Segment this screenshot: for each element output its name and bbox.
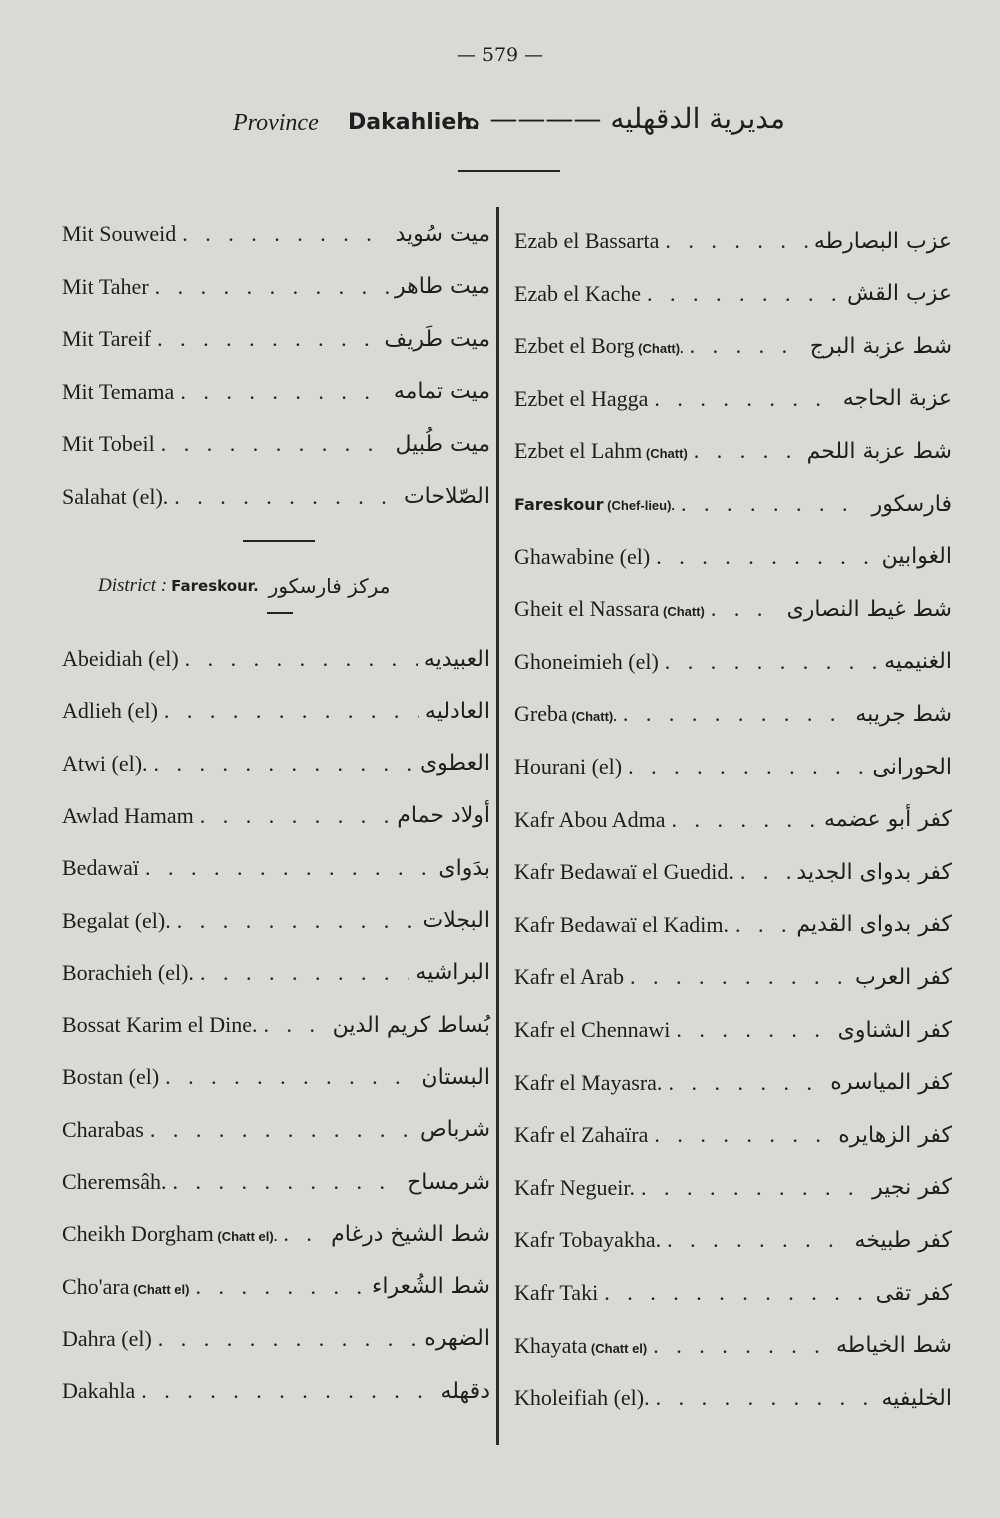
arabic-name: العبيديه [423, 646, 490, 672]
arabic-name: عزب القش [847, 281, 952, 307]
list-item [62, 319, 490, 359]
latin-name [514, 1227, 661, 1253]
list-item [514, 484, 952, 524]
latin-name [62, 1221, 277, 1247]
district-label: District : [98, 575, 168, 596]
arabic-name: البجلات [422, 908, 490, 933]
dot-leader [684, 333, 804, 359]
latin-text: Dahra (el) [62, 1325, 152, 1351]
section-rule [243, 540, 315, 542]
arabic-name: شط الشيخ درغام [331, 1221, 490, 1247]
latin-text: Mit Souweid [62, 221, 177, 246]
arabic-name: ميت طُبيل [395, 431, 490, 457]
arabic-name: الصّلاحات [403, 484, 490, 509]
dot-leader [641, 281, 841, 307]
latin-text: Kafr Bedawaï el Kadim. [514, 911, 730, 937]
header-rule [458, 170, 560, 172]
latin-text: Abeidiah (el) [62, 646, 179, 671]
latin-note: (Chatt el) [129, 1281, 190, 1297]
latin-name [514, 1280, 598, 1306]
list-item [514, 1220, 952, 1260]
list-item [514, 694, 952, 734]
latin-name [62, 1012, 258, 1038]
latin-name [514, 438, 688, 464]
arabic-name: أولاد حمام [397, 803, 490, 829]
list-item [514, 642, 952, 682]
latin-name [62, 698, 158, 724]
list-item [514, 431, 952, 471]
list-item [62, 639, 490, 679]
latin-name [514, 1017, 670, 1043]
latin-note: (Chatt) [659, 604, 705, 620]
arabic-name: العادليه [424, 698, 490, 724]
latin-name [62, 484, 168, 510]
latin-name [62, 431, 155, 457]
latin-text: Adlieh (el) [62, 698, 158, 724]
list-item [62, 477, 490, 517]
latin-text: Begalat (el). [62, 907, 171, 933]
arabic-name: شرمساح [407, 1169, 490, 1195]
dot-leader [168, 484, 398, 510]
arabic-name: الخليفيه [881, 1385, 952, 1411]
list-item [514, 1063, 952, 1103]
district-rule [267, 612, 293, 614]
dot-leader [729, 912, 790, 938]
latin-text: Ezbet el Borg [514, 333, 635, 359]
arabic-name: كفر المياسره [830, 1070, 952, 1096]
latin-text: Kafr Taki [514, 1280, 599, 1305]
latin-text: Ezab el Bassarta [514, 228, 660, 253]
latin-text: Ezab el Kache [514, 280, 642, 306]
arabic-name: بُساط كريم الدين [332, 1012, 490, 1038]
dot-leader [189, 1274, 366, 1300]
arabic-name: ميت طاهر [395, 274, 490, 299]
latin-name [514, 754, 622, 780]
list-item [514, 589, 952, 629]
latin-name [514, 964, 624, 990]
dot-leader [258, 1012, 327, 1038]
arabic-name: كفر بدواى الجديد [796, 859, 952, 885]
arabic-name: ميت سُويد [395, 221, 490, 247]
district-arabic: مركز فارسكور [268, 574, 391, 598]
province-name: Dakahlieh. [348, 110, 481, 135]
latin-text: Kholeifiah (el). [514, 1385, 650, 1411]
arabic-name: فارسكور [871, 491, 952, 517]
dot-leader [622, 754, 866, 780]
dot-leader [152, 1326, 419, 1352]
latin-name [514, 333, 684, 359]
dot-leader [148, 751, 414, 777]
latin-name [62, 855, 139, 881]
dot-leader [647, 1333, 830, 1359]
arabic-name: الضهره [424, 1326, 490, 1352]
list-item [514, 1168, 952, 1208]
latin-name [514, 281, 641, 307]
latin-name [514, 1175, 635, 1201]
latin-text: Ghawabine (el) [514, 543, 651, 569]
dot-leader [171, 908, 417, 934]
latin-name [62, 1378, 135, 1404]
dot-leader [194, 803, 392, 829]
latin-text: Kafr el Chennawi [514, 1017, 671, 1042]
arabic-name: كفر طبيخه [854, 1227, 952, 1253]
list-item [62, 1005, 490, 1045]
dot-leader [139, 855, 432, 881]
dot-leader [648, 386, 836, 412]
dot-leader [277, 1221, 325, 1247]
page-header [0, 102, 1000, 152]
arabic-name: ميت تمامه [393, 379, 490, 404]
list-item [514, 852, 952, 892]
list-item [514, 747, 952, 787]
latin-text: Bedawaï [62, 855, 139, 881]
dot-leader [670, 1017, 831, 1043]
list-item [514, 379, 952, 419]
latin-text: Kafr el Arab [514, 964, 624, 990]
latin-text: Kafr Negueir. [514, 1174, 635, 1200]
latin-name [514, 544, 650, 570]
list-item [62, 1214, 490, 1254]
latin-text: Awlad Hamam [62, 802, 194, 828]
dot-leader [666, 807, 818, 833]
list-item [514, 957, 952, 997]
latin-name [514, 1333, 647, 1359]
list-item [514, 1115, 952, 1155]
arabic-name: البستان [421, 1064, 490, 1090]
list-item [62, 1110, 490, 1150]
column-divider [496, 207, 499, 1445]
district-heading [98, 568, 490, 604]
latin-name [514, 1122, 648, 1148]
arabic-name: شط عزبة اللحم [806, 438, 952, 464]
latin-text: Mit Tobeil [62, 431, 155, 456]
latin-name [62, 908, 171, 934]
latin-text: Kafr Abou Adma [514, 806, 666, 832]
arabic-name: الغوابين [881, 544, 952, 570]
list-item [62, 1057, 490, 1097]
dot-leader [135, 1378, 434, 1404]
latin-text: Gheit el Nassara [514, 596, 660, 622]
arabic-name: شط الخياطه [836, 1333, 952, 1359]
dot-leader [151, 326, 378, 352]
latin-name [514, 495, 675, 514]
arabic-name: كفر أبو عضمه [823, 807, 952, 833]
arabic-name: عزب البصارطه [813, 228, 952, 254]
latin-text: Ezbet el Hagga [514, 385, 649, 411]
latin-name [514, 1070, 662, 1096]
latin-name [62, 221, 176, 247]
latin-name [62, 646, 179, 672]
arabic-name: شط الشُعراء [372, 1274, 490, 1300]
latin-text: Charabas [62, 1116, 144, 1142]
arabic-name: بدَواى [438, 855, 490, 881]
list-item [62, 848, 490, 888]
dot-leader [149, 274, 389, 300]
dot-leader [155, 431, 390, 457]
latin-text: Cheikh Dorgham [62, 1221, 214, 1247]
latin-name [62, 751, 148, 777]
list-item [62, 796, 490, 836]
list-item [514, 1326, 952, 1366]
dot-leader [675, 491, 866, 517]
latin-name [514, 859, 734, 885]
arabic-name: الحورانى [872, 754, 952, 780]
list-item [62, 1267, 490, 1307]
dot-leader [194, 960, 409, 986]
dot-leader [598, 1280, 869, 1306]
latin-text: Salahat (el). [62, 483, 169, 509]
latin-text: Atwi (el). [62, 750, 148, 776]
latin-name [514, 596, 705, 622]
dot-leader [662, 1070, 824, 1096]
dot-leader [648, 1122, 832, 1148]
arabic-name: كفر الشناوى [837, 1017, 952, 1043]
latin-note: (Chatt el). [213, 1229, 278, 1245]
latin-name [62, 1117, 144, 1143]
latin-text: Bostan (el) [62, 1064, 160, 1090]
list-item [62, 744, 490, 784]
arabic-name: كفر العرب [854, 964, 952, 990]
list-item [62, 372, 490, 412]
arabic-name: شط غيط النصارى [786, 596, 952, 622]
dot-leader [705, 596, 781, 622]
dot-leader [659, 649, 878, 675]
latin-text: Mit Temama [62, 378, 175, 404]
dot-leader [179, 646, 418, 672]
arabic-title: مديرية الدقهليه ———— ه [465, 102, 785, 135]
arabic-name: عزبة الحاجه [842, 386, 952, 412]
latin-note: (Chef-lieu). [603, 497, 676, 513]
latin-text: Greba [514, 701, 568, 727]
latin-note: (Chatt el) [587, 1340, 648, 1356]
latin-text: Kafr el Zahaïra [514, 1122, 649, 1148]
dot-leader [650, 544, 875, 570]
latin-name [514, 649, 659, 675]
list-item [514, 800, 952, 840]
arabic-name: العطوى [419, 751, 490, 777]
list-item [62, 953, 490, 993]
latin-text: Kafr Bedawaï el Guedid. [514, 859, 734, 885]
latin-name [62, 960, 194, 986]
dot-leader [159, 1064, 415, 1090]
latin-text: Cho'ara [62, 1273, 130, 1299]
dot-leader [688, 438, 801, 464]
latin-text: Mit Taher [62, 273, 149, 299]
district-name: Fareskour. [171, 577, 259, 595]
latin-text: Kafr Tobayakha. [514, 1227, 662, 1253]
dot-leader [624, 964, 849, 990]
latin-name [62, 803, 194, 829]
latin-name [514, 386, 648, 412]
latin-name [62, 379, 174, 405]
list-item [62, 1371, 490, 1411]
arabic-name: كفر نجير [872, 1175, 952, 1201]
latin-text: Borachieh (el). [62, 959, 194, 985]
latin-text: Cheremsâh. [62, 1169, 167, 1194]
latin-name [62, 1064, 159, 1090]
list-item [514, 221, 952, 261]
latin-name [62, 274, 149, 300]
page-number: — 579 — [456, 44, 544, 66]
dot-leader [650, 1385, 876, 1411]
latin-name [62, 1326, 152, 1352]
latin-note: (Chatt). [634, 341, 684, 357]
list-item [62, 214, 490, 254]
dot-leader [617, 701, 850, 727]
dot-leader [659, 228, 807, 254]
latin-text: Kafr el Mayasra. [514, 1069, 663, 1095]
dot-leader [144, 1117, 414, 1143]
list-item [514, 537, 952, 577]
list-item [514, 905, 952, 945]
arabic-name: ميت طَريف [384, 326, 490, 352]
latin-name [514, 1385, 650, 1411]
arabic-name: دقهله [440, 1378, 490, 1404]
latin-note: (Chatt) [642, 446, 688, 462]
arabic-name: شط عزبة البرج [809, 333, 952, 359]
latin-name [514, 807, 666, 833]
list-item [62, 691, 490, 731]
arabic-name: البراشيه [415, 960, 490, 986]
latin-text: Ghoneimieh (el) [514, 648, 659, 674]
arabic-name: كفر بدواى القديم [796, 912, 952, 938]
list-item [514, 1010, 952, 1050]
list-item [62, 267, 490, 307]
dot-leader [661, 1227, 848, 1253]
arabic-name: شرباص [420, 1117, 490, 1143]
latin-text: Hourani (el) [514, 754, 623, 779]
latin-text: Ezbet el Lahm [514, 438, 643, 464]
latin-name [514, 228, 659, 254]
list-item [62, 424, 490, 464]
arabic-name: كفر تقى [875, 1280, 952, 1306]
dot-leader [734, 859, 790, 885]
list-item [514, 1273, 952, 1313]
list-item [514, 326, 952, 366]
arabic-name: كفر الزهايره [838, 1122, 952, 1148]
list-item [514, 1378, 952, 1418]
latin-name [62, 326, 151, 352]
arabic-name: الغنيميه [884, 649, 952, 675]
latin-text: Bossat Karim el Dine. [62, 1012, 258, 1038]
dot-leader [176, 221, 389, 247]
latin-name [62, 1274, 189, 1300]
dot-leader [635, 1175, 866, 1201]
province-word: Province [233, 110, 319, 136]
list-item [514, 274, 952, 314]
latin-text: Khayata [514, 1332, 588, 1358]
arabic-name: شط جريبه [855, 701, 952, 727]
dot-leader [158, 698, 419, 724]
latin-note: (Chatt). [567, 709, 617, 725]
latin-name [514, 701, 617, 727]
dot-leader [174, 379, 388, 405]
latin-text: Fareskour [514, 494, 604, 514]
latin-name [62, 1169, 166, 1195]
latin-name [514, 912, 729, 938]
latin-text: Dakahla [62, 1378, 136, 1404]
list-item [62, 1162, 490, 1202]
latin-text: Mit Tareif [62, 326, 152, 351]
dot-leader [166, 1169, 401, 1195]
list-item [62, 1319, 490, 1359]
list-item [62, 901, 490, 941]
